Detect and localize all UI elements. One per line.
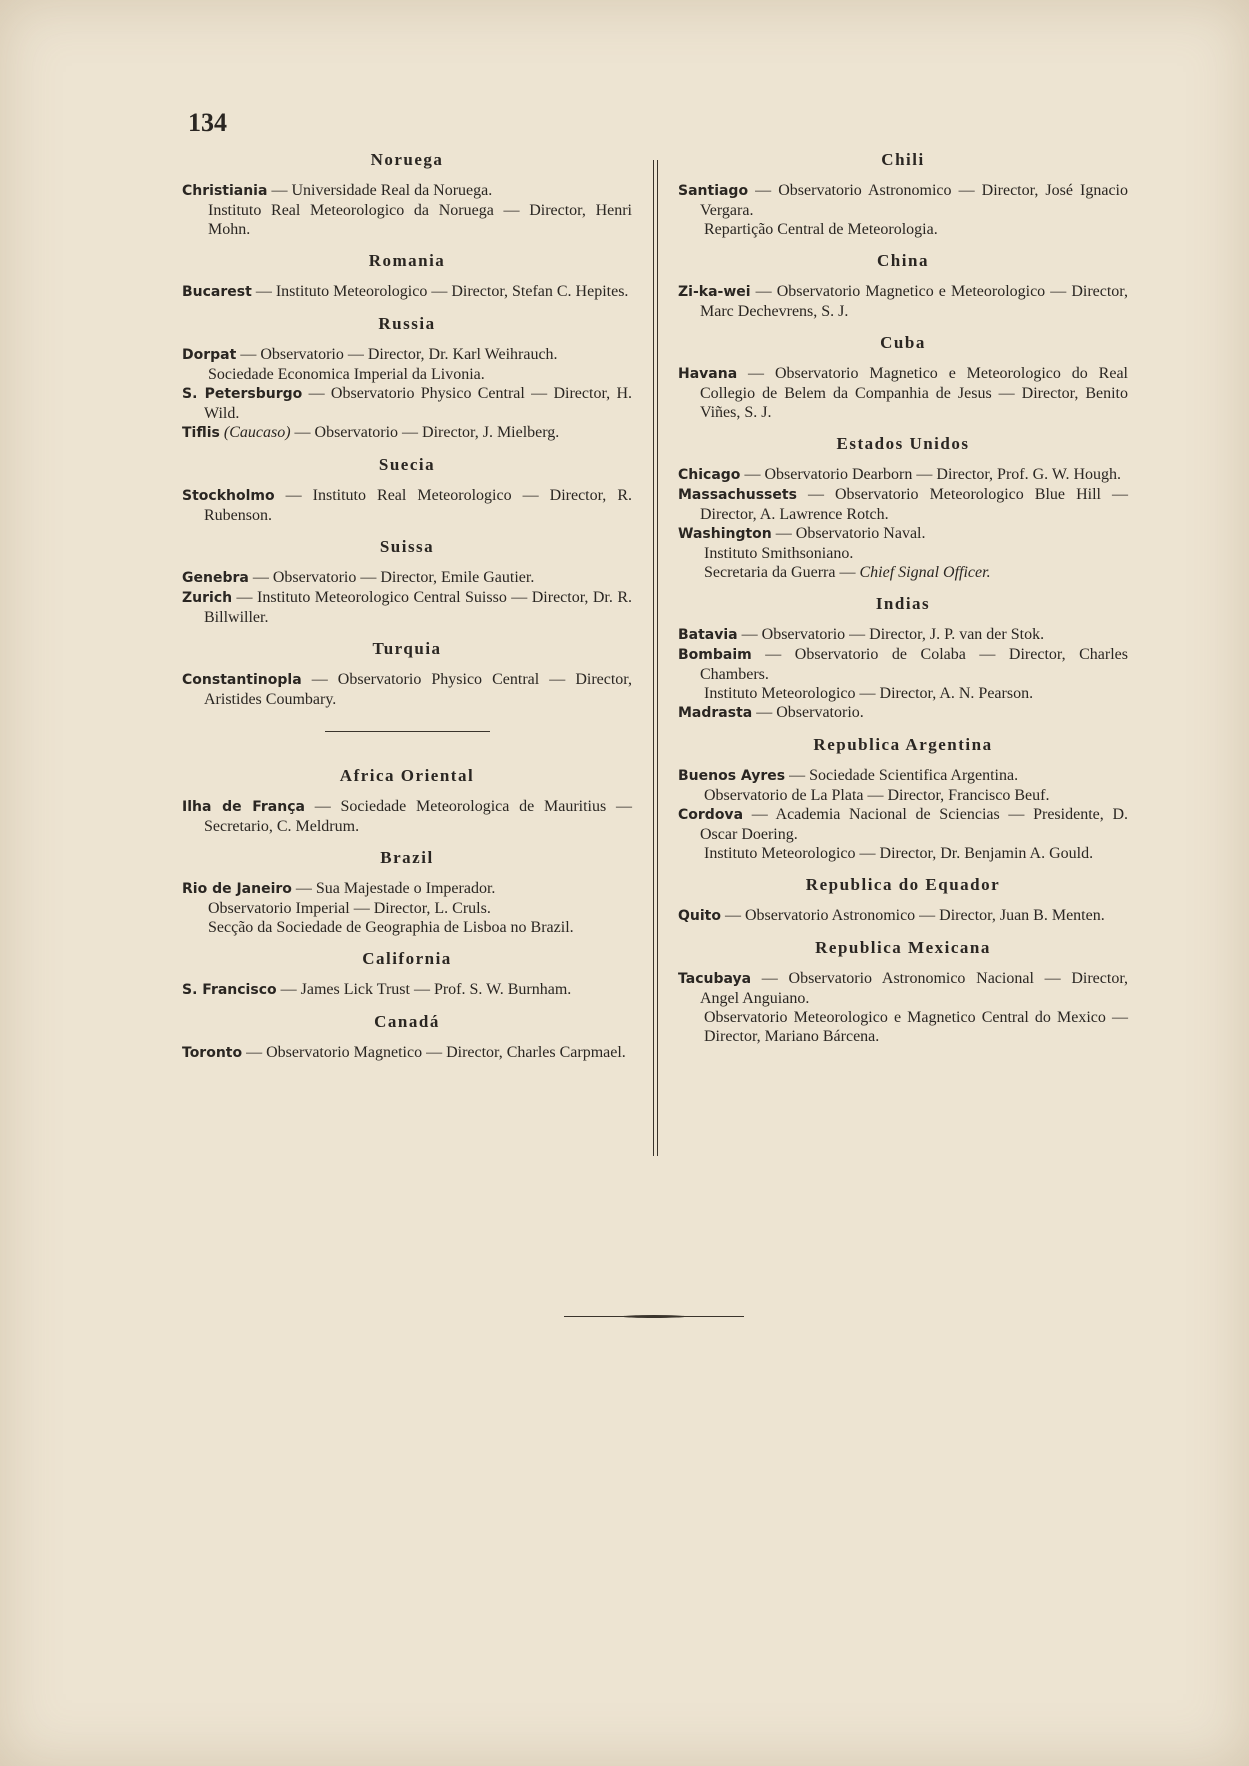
country-heading: Republica Argentina (813, 735, 993, 754)
section-divider (325, 731, 490, 732)
entry-text: Secção da Sociedade de Geographia de Lisboa no Brazil. (208, 919, 574, 936)
country-section (678, 938, 1128, 1046)
institution-entry (182, 201, 632, 239)
institution-entry (678, 181, 1128, 220)
entry-text: Repartição Central de Meteorologia. (704, 221, 938, 238)
institution-entry (678, 766, 1128, 786)
entry-text: — Observatorio Magnetico — Director, Charles Carpmael. (242, 1044, 626, 1061)
country-heading: Africa Oriental (339, 766, 475, 785)
institution-entry (678, 645, 1128, 684)
entry-text: — Observatorio Astronomico — Director, José Ignacio Vergara. (700, 182, 1128, 219)
country-section (182, 251, 632, 302)
place-name: Constantinopla (182, 672, 302, 688)
place-name: Havana (678, 366, 738, 382)
country-section (678, 875, 1128, 926)
institution-entry (678, 786, 1128, 805)
institution-entry (182, 918, 632, 937)
place-name: Toronto (182, 1045, 243, 1061)
country-heading: Brazil (380, 848, 434, 867)
entry-text: — Observatorio Dearborn — Director, Prof. G. W. Hough. (740, 466, 1122, 483)
place-name: Madrasta (678, 705, 753, 721)
entry-text: — Instituto Meteorologico Central Suisso — Director, Dr. R. Billwiller. (204, 589, 632, 626)
institution-entry (678, 684, 1128, 703)
institution-entry (678, 220, 1128, 239)
country-heading: Estados Unidos (836, 434, 970, 453)
place-name: Massachussets (678, 487, 797, 503)
country-heading: Suissa (379, 537, 435, 556)
institution-entry (182, 797, 632, 836)
country-section (678, 333, 1128, 422)
entry-text: — Observatorio de Colaba — Director, Charles Chambers. (700, 646, 1128, 683)
place-name: Batavia (678, 627, 738, 643)
country-heading: Noruega (370, 150, 444, 169)
country-heading: Canadá (374, 1012, 440, 1031)
country-heading: Russia (378, 314, 436, 333)
entry-text: — Observatorio. (752, 704, 864, 721)
institution-entry (678, 969, 1128, 1008)
column-rule (653, 160, 654, 1156)
institution-entry (182, 879, 632, 899)
entry-text: — Observatorio — Director, Dr. Karl Weihrauch. (236, 346, 558, 363)
place-name: Tacubaya (678, 971, 752, 987)
institution-entry (182, 588, 632, 627)
country-heading: California (362, 949, 452, 968)
place-name: Tiflis (182, 425, 220, 441)
place-name: Chicago (678, 467, 741, 483)
place-name: S. Petersburgo (182, 386, 303, 402)
place-name: Bucarest (182, 284, 252, 300)
entry-text: — Observatorio — Director, J. Mielberg. (290, 424, 560, 441)
place-name: S. Francisco (182, 982, 277, 998)
country-heading: China (877, 251, 929, 270)
entry-text: — Sociedade Meteorologica de Mauritius — Secretario, C. Meldrum. (204, 798, 633, 835)
institution-entry (678, 1008, 1128, 1046)
place-name: Washington (678, 526, 772, 542)
entry-text: — Observatorio Astronomico — Director, Juan B. Menten. (720, 907, 1105, 924)
place-name: Zurich (182, 590, 233, 606)
place-name: Santiago (678, 183, 749, 199)
institution-entry (182, 568, 632, 588)
entry-text: — Observatorio — Director, J. P. van der Stok. (737, 626, 1045, 643)
institution-entry (182, 899, 632, 918)
entry-text: Secretaria da Guerra — (704, 564, 860, 581)
institution-entry (182, 670, 632, 709)
country-heading: Romania (368, 251, 446, 270)
entry-text: — Observatorio Meteorologico Blue Hill — Director, A. Lawrence Rotch. (700, 486, 1128, 523)
entry-text: Instituto Meteorologico — Director, A. N. Pearson. (704, 685, 1034, 702)
entry-text: Observatorio de La Plata — Director, Francisco Beuf. (704, 787, 1050, 804)
country-section (182, 537, 632, 627)
institution-entry (182, 980, 632, 1000)
entry-text: — Observatorio Physico Central — Director, H. Wild. (204, 385, 633, 422)
institution-entry (678, 364, 1128, 422)
country-section (678, 735, 1128, 863)
institution-entry (678, 703, 1128, 723)
country-heading: Suecia (378, 455, 436, 474)
country-section (678, 251, 1128, 321)
country-section (182, 314, 632, 443)
place-name: Buenos Ayres (678, 768, 786, 784)
country-section (678, 594, 1128, 723)
entry-text: — Universidade Real da Noruega. (267, 182, 493, 199)
entry-text: — Observatorio Astronomico Nacional — Director, Angel Anguiano. (700, 970, 1128, 1007)
country-heading: Turquia (372, 639, 442, 658)
country-heading: Indias (875, 594, 931, 613)
country-section (182, 639, 632, 709)
right-column (678, 150, 1128, 1058)
place-name: Bombaim (678, 647, 752, 663)
country-section (182, 949, 632, 1000)
place-name: Quito (678, 908, 721, 924)
end-ornament (564, 1315, 744, 1319)
column-rule (657, 160, 658, 1156)
entry-text: Instituto Smithsoniano. (704, 545, 854, 562)
institution-entry (182, 423, 632, 443)
country-section (678, 150, 1128, 239)
entry-italic: Chief Signal Officer. (859, 564, 991, 581)
place-name: Ilha de França (182, 799, 305, 815)
country-section (678, 434, 1128, 582)
country-heading: Republica do Equador (805, 875, 1001, 894)
place-name: Zi-ka-wei (678, 284, 751, 300)
country-section (182, 455, 632, 525)
entry-text: — Academia Nacional de Sciencias — Presidente, D. Oscar Doering. (700, 806, 1128, 843)
place-name: Rio de Janeiro (182, 881, 292, 897)
entry-text: Observatorio Imperial — Director, L. Cruls. (208, 900, 491, 917)
institution-entry (678, 465, 1128, 485)
place-note: (Caucaso) (219, 424, 291, 441)
institution-entry (678, 485, 1128, 524)
country-section (182, 848, 632, 937)
page-number: 134 (188, 108, 227, 137)
institution-entry (182, 486, 632, 525)
place-name: Genebra (182, 570, 249, 586)
entry-text: — Observatorio Magnetico e Meteorologico — Director, Marc Dechevrens, S. J. (700, 283, 1128, 320)
place-name: Cordova (678, 807, 744, 823)
institution-entry (182, 282, 632, 302)
institution-entry (678, 844, 1128, 863)
institution-entry (678, 544, 1128, 563)
place-name: Christiania (182, 183, 268, 199)
entry-text: — Observatorio Magnetico e Meteorologico do Real Collegio de Belem da Companhia de Jesus — Director, Benito Viñes, S. J. (700, 365, 1128, 421)
country-heading: Chili (881, 150, 925, 169)
institution-entry (678, 906, 1128, 926)
institution-entry (678, 563, 1128, 582)
left-column (182, 150, 632, 1075)
country-section (182, 1012, 632, 1063)
entry-text: — Instituto Real Meteorologico — Director, R. Rubenson. (204, 487, 632, 524)
place-name: Dorpat (182, 347, 237, 363)
institution-entry (182, 181, 632, 201)
entry-text: — Observatorio Naval. (771, 525, 926, 542)
institution-entry (182, 384, 632, 423)
country-heading: Cuba (880, 333, 926, 352)
country-section (182, 766, 632, 836)
institution-entry (678, 625, 1128, 645)
entry-text: — Observatorio Physico Central — Director, Aristides Coumbary. (204, 671, 632, 708)
entry-text: — Sua Majestade o Imperador. (291, 880, 496, 897)
entry-text: Sociedade Economica Imperial da Livonia. (208, 366, 485, 383)
institution-entry (182, 345, 632, 365)
entry-text: — James Lick Trust — Prof. S. W. Burnham. (276, 981, 572, 998)
entry-text: Observatorio Meteorologico e Magnetico Central do Mexico — Director, Mariano Bárcena. (704, 1009, 1128, 1045)
place-name: Stockholmo (182, 488, 275, 504)
entry-text: — Observatorio — Director, Emile Gautier. (248, 569, 535, 586)
entry-text: — Sociedade Scientifica Argentina. (785, 767, 1019, 784)
institution-entry (678, 282, 1128, 321)
country-section (182, 150, 632, 239)
entry-text: Instituto Real Meteorologico da Noruega — Director, Henri Mohn. (208, 202, 632, 238)
entry-text: — Instituto Meteorologico — Director, Stefan C. Hepites. (251, 283, 629, 300)
country-heading: Republica Mexicana (815, 938, 991, 957)
entry-text: Instituto Meteorologico — Director, Dr. Benjamin A. Gould. (704, 845, 1094, 862)
institution-entry (182, 1043, 632, 1063)
institution-entry (678, 524, 1128, 544)
institution-entry (182, 365, 632, 384)
institution-entry (678, 805, 1128, 844)
